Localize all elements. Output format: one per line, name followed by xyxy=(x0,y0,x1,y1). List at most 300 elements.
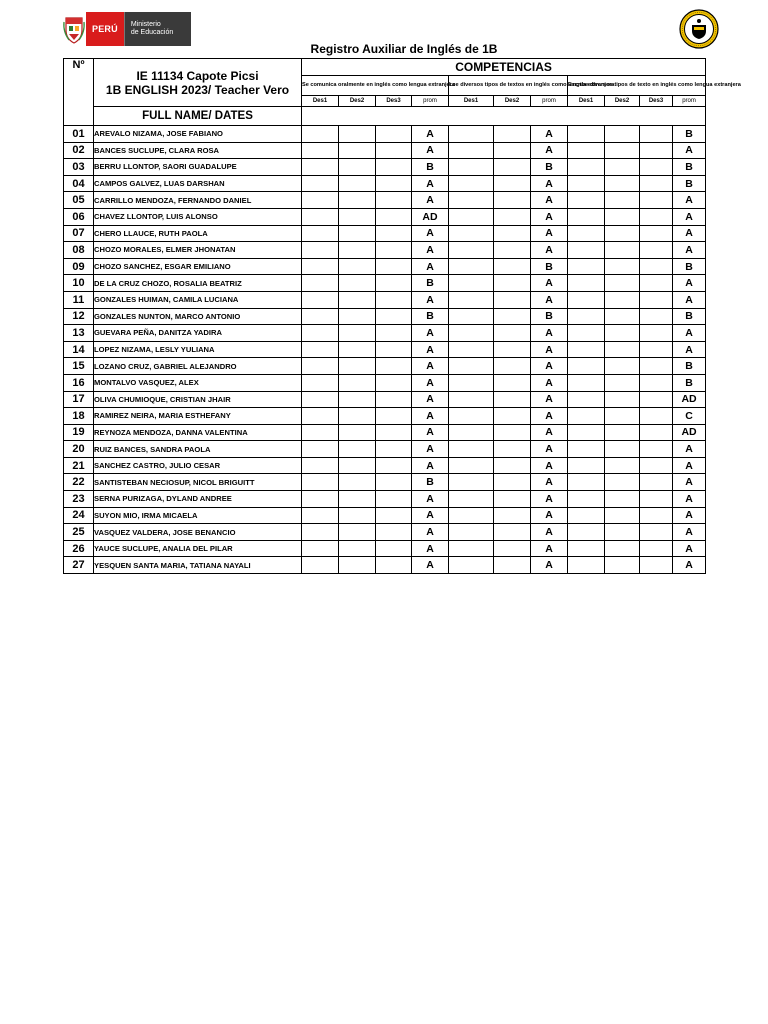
grade-c2-prom: B xyxy=(531,308,568,325)
grade-cell-empty xyxy=(449,358,494,375)
grade-cell-empty xyxy=(302,308,339,325)
grade-cell-empty xyxy=(376,325,412,342)
grade-cell-empty xyxy=(494,374,531,391)
grade-cell-empty xyxy=(449,308,494,325)
grade-cell-empty xyxy=(605,474,640,491)
grade-cell-empty xyxy=(339,308,376,325)
grade-c1-prom: B xyxy=(412,474,449,491)
grade-c3-prom: A xyxy=(673,341,706,358)
row-number: 09 xyxy=(64,258,94,275)
grade-cell-empty xyxy=(449,540,494,557)
table-row xyxy=(64,175,706,192)
student-name: SANTISTEBAN NECIOSUP, NICOL BRIGUITT xyxy=(94,474,302,491)
row-number: 20 xyxy=(64,441,94,458)
grade-cell-empty xyxy=(605,225,640,242)
grade-c3-prom: A xyxy=(673,192,706,209)
table-row xyxy=(64,424,706,441)
header-spacer xyxy=(302,107,706,126)
grade-cell-empty xyxy=(302,142,339,159)
grade-cell-empty xyxy=(605,408,640,425)
row-number: 04 xyxy=(64,175,94,192)
grade-c1-prom: B xyxy=(412,275,449,292)
grade-cell-empty xyxy=(339,557,376,574)
table-row xyxy=(64,491,706,508)
competency-2-column-des2: Des2 xyxy=(494,96,531,107)
row-number: 01 xyxy=(64,126,94,143)
grade-cell-empty xyxy=(302,524,339,541)
grade-register-table xyxy=(63,58,741,574)
grade-cell-empty xyxy=(302,192,339,209)
grade-c1-prom: A xyxy=(412,242,449,259)
full-name-header: FULL NAME/ DATES xyxy=(94,107,302,126)
grade-cell-empty xyxy=(339,524,376,541)
student-name: CHOZO MORALES, ELMER JHONATAN xyxy=(94,242,302,259)
student-name: LOZANO CRUZ, GABRIEL ALEJANDRO xyxy=(94,358,302,375)
student-name: YESQUEN SANTA MARIA, TATIANA NAYALI xyxy=(94,557,302,574)
grade-cell-empty xyxy=(568,391,605,408)
grade-cell-empty xyxy=(568,291,605,308)
grade-cell-empty xyxy=(605,391,640,408)
grade-cell-empty xyxy=(339,175,376,192)
grade-cell-empty xyxy=(449,507,494,524)
grade-cell-empty xyxy=(605,457,640,474)
competency-1-column-prom: prom xyxy=(412,96,449,107)
grade-cell-empty xyxy=(640,491,673,508)
grade-cell-empty xyxy=(302,507,339,524)
grade-cell-empty xyxy=(494,175,531,192)
grade-c2-prom: A xyxy=(531,175,568,192)
course-name: 1B ENGLISH 2023/ Teacher Vero xyxy=(105,82,290,97)
grade-cell-empty xyxy=(302,208,339,225)
table-row xyxy=(64,308,706,325)
grade-c2-prom: A xyxy=(531,540,568,557)
row-number: 18 xyxy=(64,408,94,425)
grade-c3-prom: B xyxy=(673,374,706,391)
grade-c2-prom: A xyxy=(531,208,568,225)
grade-c1-prom: A xyxy=(412,507,449,524)
grade-cell-empty xyxy=(494,524,531,541)
grade-cell-empty xyxy=(302,325,339,342)
table-row xyxy=(64,291,706,308)
grade-c1-prom: A xyxy=(412,142,449,159)
grade-cell-empty xyxy=(302,126,339,143)
grade-cell-empty xyxy=(339,491,376,508)
row-number: 16 xyxy=(64,374,94,391)
grade-c1-prom: A xyxy=(412,225,449,242)
grade-c2-prom: A xyxy=(531,126,568,143)
grade-cell-empty xyxy=(376,175,412,192)
student-name: REYNOZA MENDOZA, DANNA VALENTINA xyxy=(94,424,302,441)
grade-cell-empty xyxy=(568,126,605,143)
grade-cell-empty xyxy=(494,424,531,441)
grade-c3-prom: A xyxy=(673,457,706,474)
minedu-logo xyxy=(62,12,191,46)
grade-cell-empty xyxy=(640,275,673,292)
grade-cell-empty xyxy=(302,159,339,176)
grade-c3-prom: A xyxy=(673,507,706,524)
grade-cell-empty xyxy=(494,557,531,574)
grade-cell-empty xyxy=(640,126,673,143)
student-name: RAMIREZ NEIRA, MARIA ESTHEFANY xyxy=(94,408,302,425)
student-name: SANCHEZ CASTRO, JULIO CESAR xyxy=(94,457,302,474)
competency-3-column-prom: prom xyxy=(673,96,706,107)
table-row xyxy=(64,341,706,358)
grade-cell-empty xyxy=(339,374,376,391)
grade-cell-empty xyxy=(568,208,605,225)
ministry-line-1: Ministerio xyxy=(130,21,161,28)
grade-c3-prom: A xyxy=(673,225,706,242)
row-number: 07 xyxy=(64,225,94,242)
grade-cell-empty xyxy=(640,540,673,557)
grade-c3-prom: A xyxy=(673,557,706,574)
grade-cell-empty xyxy=(640,457,673,474)
table-row xyxy=(64,192,706,209)
table-row xyxy=(64,225,706,242)
grade-cell-empty xyxy=(449,557,494,574)
row-number: 23 xyxy=(64,491,94,508)
grade-cell-empty xyxy=(376,142,412,159)
grade-cell-empty xyxy=(568,557,605,574)
grade-cell-empty xyxy=(640,507,673,524)
grade-cell-empty xyxy=(640,408,673,425)
grade-cell-empty xyxy=(605,491,640,508)
grade-cell-empty xyxy=(449,275,494,292)
row-number: 26 xyxy=(64,540,94,557)
grade-cell-empty xyxy=(640,341,673,358)
student-name: CHOZO SANCHEZ, ESGAR EMILIANO xyxy=(94,258,302,275)
grade-cell-empty xyxy=(568,192,605,209)
grade-cell-empty xyxy=(339,192,376,209)
grade-cell-empty xyxy=(302,341,339,358)
grade-cell-empty xyxy=(339,142,376,159)
grade-cell-empty xyxy=(640,242,673,259)
row-number: 15 xyxy=(64,358,94,375)
competency-3-description: Escribe diversos tipos de texto en inglés como lengua extranjera xyxy=(568,76,706,96)
table-row xyxy=(64,540,706,557)
grade-c3-prom: A xyxy=(673,491,706,508)
row-number: 02 xyxy=(64,142,94,159)
grade-cell-empty xyxy=(302,557,339,574)
student-name: YAUCE SUCLUPE, ANALIA DEL PILAR xyxy=(94,540,302,557)
table-row xyxy=(64,524,706,541)
grade-cell-empty xyxy=(568,507,605,524)
grade-cell-empty xyxy=(605,557,640,574)
competency-3-column-des1: Des1 xyxy=(568,96,605,107)
grade-cell-empty xyxy=(302,225,339,242)
grade-cell-empty xyxy=(376,457,412,474)
grade-cell-empty xyxy=(339,126,376,143)
school-name: IE 11134 Capote Picsi xyxy=(136,68,259,83)
grade-c2-prom: A xyxy=(531,325,568,342)
competency-1-description: Se comunica oralmente en inglés como lengua extranjera xyxy=(302,76,449,96)
grade-c3-prom: A xyxy=(673,441,706,458)
grade-cell-empty xyxy=(339,242,376,259)
grade-c3-prom: A xyxy=(673,142,706,159)
grade-cell-empty xyxy=(494,408,531,425)
grade-cell-empty xyxy=(449,258,494,275)
grade-cell-empty xyxy=(605,258,640,275)
grade-cell-empty xyxy=(302,424,339,441)
student-name: RUIZ BANCES, SANDRA PAOLA xyxy=(94,441,302,458)
grade-cell-empty xyxy=(568,441,605,458)
table-row xyxy=(64,159,706,176)
row-number: 25 xyxy=(64,524,94,541)
row-number: 10 xyxy=(64,275,94,292)
grade-cell-empty xyxy=(568,308,605,325)
grade-cell-empty xyxy=(640,358,673,375)
grade-c1-prom: A xyxy=(412,457,449,474)
table-row xyxy=(64,142,706,159)
grade-cell-empty xyxy=(568,524,605,541)
grade-cell-empty xyxy=(605,424,640,441)
grade-cell-empty xyxy=(376,524,412,541)
row-number: 21 xyxy=(64,457,94,474)
grade-cell-empty xyxy=(449,192,494,209)
grade-c1-prom: A xyxy=(412,557,449,574)
grade-cell-empty xyxy=(568,358,605,375)
grade-cell-empty xyxy=(449,441,494,458)
table-row xyxy=(64,208,706,225)
number-column-header: Nº xyxy=(64,59,94,126)
grade-c2-prom: A xyxy=(531,275,568,292)
grade-c3-prom: A xyxy=(673,291,706,308)
grade-cell-empty xyxy=(605,507,640,524)
grade-cell-empty xyxy=(568,408,605,425)
row-number: 12 xyxy=(64,308,94,325)
grade-cell-empty xyxy=(302,408,339,425)
table-row xyxy=(64,374,706,391)
grade-cell-empty xyxy=(640,325,673,342)
grade-cell-empty xyxy=(605,524,640,541)
grade-cell-empty xyxy=(302,242,339,259)
grade-cell-empty xyxy=(449,474,494,491)
competency-1-column-des2: Des2 xyxy=(339,96,376,107)
grade-cell-empty xyxy=(494,208,531,225)
grade-cell-empty xyxy=(605,126,640,143)
competency-2-column-des1: Des1 xyxy=(449,96,494,107)
grade-c2-prom: A xyxy=(531,142,568,159)
grade-c3-prom: A xyxy=(673,524,706,541)
table-row xyxy=(64,507,706,524)
grade-cell-empty xyxy=(449,291,494,308)
grade-cell-empty xyxy=(568,242,605,259)
grade-cell-empty xyxy=(605,192,640,209)
grade-cell-empty xyxy=(494,540,531,557)
grade-cell-empty xyxy=(339,358,376,375)
grade-c3-prom: B xyxy=(673,159,706,176)
grade-c2-prom: A xyxy=(531,507,568,524)
grade-cell-empty xyxy=(339,225,376,242)
grade-c3-prom: A xyxy=(673,474,706,491)
peru-label: PERÚ xyxy=(86,12,124,46)
grade-cell-empty xyxy=(449,524,494,541)
student-name: AREVALO NIZAMA, JOSE FABIANO xyxy=(94,126,302,143)
grade-cell-empty xyxy=(568,457,605,474)
grade-cell-empty xyxy=(302,391,339,408)
table-row xyxy=(64,457,706,474)
row-number: 17 xyxy=(64,391,94,408)
grade-cell-empty xyxy=(568,491,605,508)
grade-cell-empty xyxy=(376,258,412,275)
grade-c1-prom: B xyxy=(412,159,449,176)
grade-cell-empty xyxy=(568,175,605,192)
grade-cell-empty xyxy=(605,308,640,325)
table-row xyxy=(64,258,706,275)
grade-cell-empty xyxy=(494,258,531,275)
grade-c2-prom: A xyxy=(531,242,568,259)
grade-cell-empty xyxy=(302,291,339,308)
grade-c1-prom: A xyxy=(412,540,449,557)
grade-cell-empty xyxy=(376,225,412,242)
grade-c1-prom: AD xyxy=(412,208,449,225)
grade-c3-prom: A xyxy=(673,275,706,292)
student-name: BERRU LLONTOP, SAORI GUADALUPE xyxy=(94,159,302,176)
grade-cell-empty xyxy=(640,308,673,325)
grade-cell-empty xyxy=(376,557,412,574)
grade-c2-prom: A xyxy=(531,291,568,308)
grade-cell-empty xyxy=(376,341,412,358)
grade-cell-empty xyxy=(376,126,412,143)
grade-c1-prom: A xyxy=(412,391,449,408)
table-row xyxy=(64,358,706,375)
grade-cell-empty xyxy=(376,424,412,441)
grade-cell-empty xyxy=(449,159,494,176)
grade-cell-empty xyxy=(302,457,339,474)
grade-c2-prom: A xyxy=(531,424,568,441)
grade-cell-empty xyxy=(568,474,605,491)
grade-c2-prom: A xyxy=(531,192,568,209)
row-number: 19 xyxy=(64,424,94,441)
grade-c2-prom: B xyxy=(531,159,568,176)
student-name: VASQUEZ VALDERA, JOSE BENANCIO xyxy=(94,524,302,541)
grade-cell-empty xyxy=(494,391,531,408)
grade-cell-empty xyxy=(640,474,673,491)
row-number: 22 xyxy=(64,474,94,491)
grade-c3-prom: C xyxy=(673,408,706,425)
row-number: 05 xyxy=(64,192,94,209)
grade-cell-empty xyxy=(640,159,673,176)
grade-cell-empty xyxy=(605,208,640,225)
grade-cell-empty xyxy=(494,341,531,358)
grade-cell-empty xyxy=(339,391,376,408)
grade-c1-prom: A xyxy=(412,358,449,375)
grade-c3-prom: A xyxy=(673,325,706,342)
grade-cell-empty xyxy=(376,275,412,292)
course-info xyxy=(94,59,302,107)
grade-cell-empty xyxy=(302,258,339,275)
student-name: MONTALVO VASQUEZ, ALEX xyxy=(94,374,302,391)
grade-cell-empty xyxy=(449,374,494,391)
grade-cell-empty xyxy=(449,142,494,159)
grade-cell-empty xyxy=(449,341,494,358)
grade-cell-empty xyxy=(449,126,494,143)
student-name: GUEVARA PEÑA, DANITZA YADIRA xyxy=(94,325,302,342)
grade-c1-prom: A xyxy=(412,341,449,358)
grade-cell-empty xyxy=(376,474,412,491)
grade-cell-empty xyxy=(640,291,673,308)
student-name: CARRILLO MENDOZA, FERNANDO DANIEL xyxy=(94,192,302,209)
grade-cell-empty xyxy=(302,441,339,458)
grade-cell-empty xyxy=(494,325,531,342)
grade-c3-prom: A xyxy=(673,540,706,557)
grade-cell-empty xyxy=(605,325,640,342)
grade-cell-empty xyxy=(605,291,640,308)
grade-cell-empty xyxy=(339,341,376,358)
grade-cell-empty xyxy=(640,557,673,574)
grade-c1-prom: A xyxy=(412,175,449,192)
student-name: DE LA CRUZ CHOZO, ROSALIA BEATRIZ xyxy=(94,275,302,292)
peru-coat-of-arms-icon xyxy=(62,12,86,46)
grade-cell-empty xyxy=(449,242,494,259)
grade-cell-empty xyxy=(339,540,376,557)
grade-cell-empty xyxy=(376,192,412,209)
grade-cell-empty xyxy=(494,507,531,524)
grade-c1-prom: A xyxy=(412,291,449,308)
grade-cell-empty xyxy=(640,192,673,209)
grade-cell-empty xyxy=(605,540,640,557)
grade-cell-empty xyxy=(640,175,673,192)
grade-cell-empty xyxy=(640,441,673,458)
grade-cell-empty xyxy=(449,391,494,408)
grade-c3-prom: A xyxy=(673,208,706,225)
grade-cell-empty xyxy=(449,175,494,192)
student-name: SUYON MIO, IRMA MICAELA xyxy=(94,507,302,524)
grade-cell-empty xyxy=(376,491,412,508)
grade-c1-prom: A xyxy=(412,258,449,275)
grade-c3-prom: B xyxy=(673,126,706,143)
grade-cell-empty xyxy=(339,258,376,275)
grade-cell-empty xyxy=(640,258,673,275)
student-name: CHERO LLAUCE, RUTH PAOLA xyxy=(94,225,302,242)
grade-c2-prom: A xyxy=(531,524,568,541)
document-title: Registro Auxiliar de Inglés de 1B xyxy=(310,42,498,56)
grade-cell-empty xyxy=(494,441,531,458)
grade-cell-empty xyxy=(640,524,673,541)
competency-2-description: Lee diversos tipos de textos en inglés como lengua extranjera xyxy=(449,76,568,96)
grade-cell-empty xyxy=(568,159,605,176)
table-row xyxy=(64,126,706,143)
grade-cell-empty xyxy=(339,291,376,308)
grade-cell-empty xyxy=(449,457,494,474)
grade-cell-empty xyxy=(494,491,531,508)
grade-cell-empty xyxy=(640,225,673,242)
grade-c1-prom: A xyxy=(412,325,449,342)
grade-cell-empty xyxy=(376,308,412,325)
student-name: GONZALES NUNTON, MARCO ANTONIO xyxy=(94,308,302,325)
grade-cell-empty xyxy=(568,341,605,358)
grade-cell-empty xyxy=(302,358,339,375)
grade-cell-empty xyxy=(302,175,339,192)
ministry-name xyxy=(124,12,191,46)
grade-c3-prom: A xyxy=(673,242,706,259)
grade-cell-empty xyxy=(339,208,376,225)
grade-c3-prom: B xyxy=(673,308,706,325)
grade-cell-empty xyxy=(640,424,673,441)
table-row xyxy=(64,242,706,259)
ministry-line-2: de Educación xyxy=(130,29,174,36)
grade-cell-empty xyxy=(494,308,531,325)
grade-cell-empty xyxy=(449,325,494,342)
grade-cell-empty xyxy=(302,474,339,491)
grade-c2-prom: A xyxy=(531,474,568,491)
grade-cell-empty xyxy=(605,374,640,391)
student-name: OLIVA CHUMIOQUE, CRISTIAN JHAIR xyxy=(94,391,302,408)
grade-c1-prom: B xyxy=(412,308,449,325)
school-seal-icon xyxy=(679,9,719,49)
grade-cell-empty xyxy=(449,408,494,425)
grade-cell-empty xyxy=(494,358,531,375)
grade-c2-prom: A xyxy=(531,374,568,391)
